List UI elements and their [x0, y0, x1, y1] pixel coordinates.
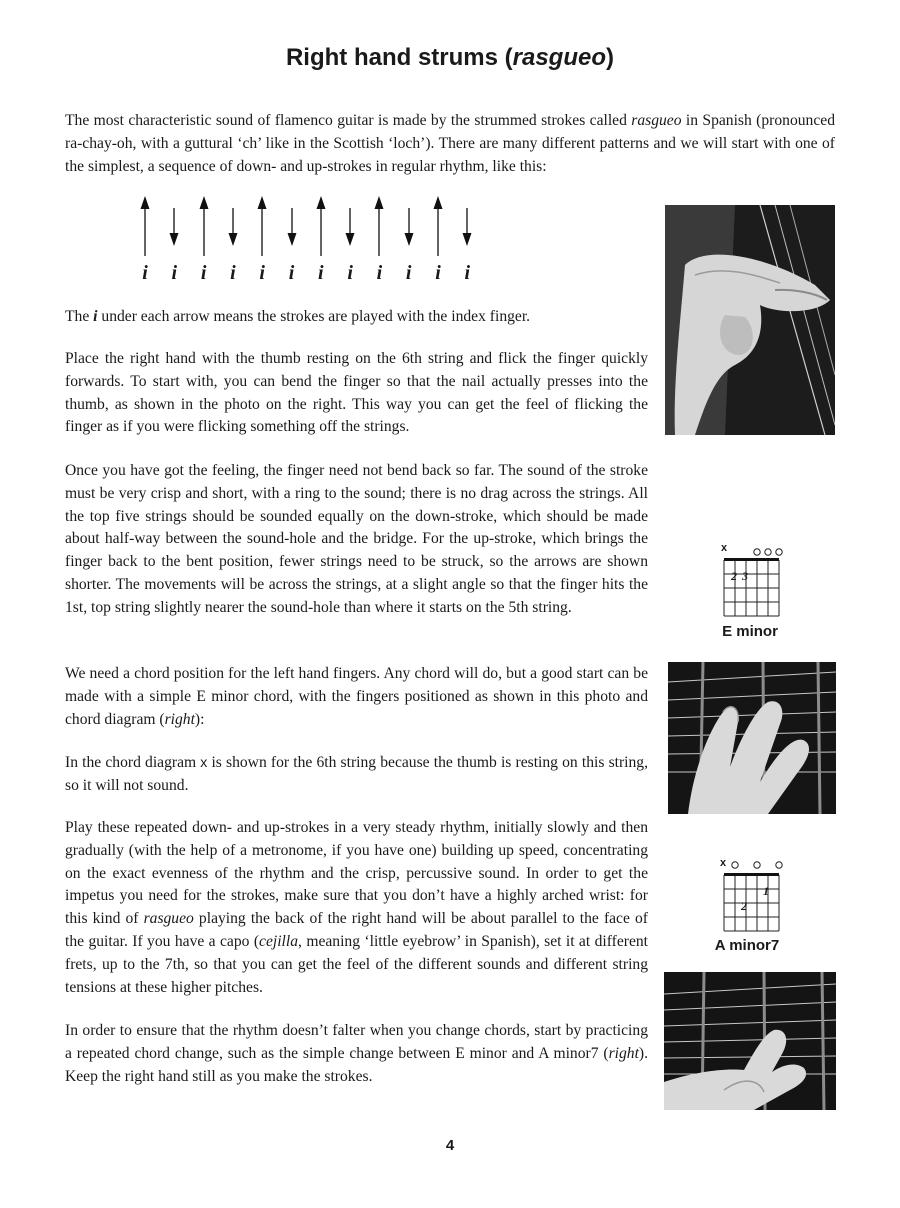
arrow-down-icon	[218, 194, 248, 260]
a-minor7-label: A minor7	[714, 937, 780, 954]
chord-change-paragraph: In order to ensure that the rhythm doesn’t falter when you change chords, start by practicing a repeated chord change, such as the simple change between E minor and A minor7 (right). Keep the right hand still as you make the strokes.	[65, 1022, 648, 1085]
arrow-up-icon	[423, 194, 453, 260]
hand-placement-paragraph: Place the right hand with the thumb resting on the 6th string and flick the finger quickly forwards. To start with, you can bend the finger so that the nail actually presses into the thumb, as shown in the photo on the right. This way you can get the feel of flicking the finger as if you were flicking something off the strings.	[65, 350, 648, 436]
index-finger-label: i	[347, 262, 353, 284]
index-finger-label: i	[259, 262, 265, 284]
arrow-up-icon	[364, 194, 394, 260]
arrow-up-icon	[247, 194, 277, 260]
right-hand-photo	[665, 205, 835, 435]
arrow-up-icon	[130, 194, 160, 260]
a-minor7-left-hand-photo	[664, 972, 836, 1110]
a-minor7-finger-2: 2	[741, 899, 747, 913]
a-minor7-chord-diagram	[716, 855, 786, 940]
page-title: Right hand strums (rasgueo)	[285, 44, 615, 71]
chord-position-paragraph: We need a chord position for the left hand fingers. Any chord will do, but a good start can be made with a simple E minor chord, with the fingers positioned as shown in this photo and chord diagram (right):	[65, 665, 648, 728]
e-minor-finger-2: 2	[731, 569, 737, 583]
arrow-down-icon	[335, 194, 365, 260]
index-finger-label: i	[171, 262, 178, 284]
e-minor-muted-marker: x	[721, 542, 728, 554]
index-finger-label: i	[464, 262, 471, 284]
index-finger-label: i	[435, 262, 441, 284]
arrow-down-icon	[452, 194, 482, 260]
index-finger-label: i	[318, 262, 324, 284]
e-minor-label: E minor	[722, 623, 778, 640]
index-finger-label: i	[142, 262, 148, 284]
arrow-down-icon	[394, 194, 424, 260]
arrow-up-icon	[189, 194, 219, 260]
arrow-down-icon	[277, 194, 307, 260]
arrow-up-icon	[306, 194, 336, 260]
stroke-technique-paragraph: Once you have got the feeling, the finger need not bend back so far. The sound of the stroke must be very crisp and short, with a ring to the sound; there is no drag across the strings. All the top five strings should be sounded equally on the down-stroke, which should be made about half-way between the sound-hole and the bridge. For the up-stroke, which brings the finger back to the bent position, fewer strings need to be struck, so the arrows are shown shorter. The movements will be across the strings, at a slight angle so that the finger hits the 1st, top string slightly nearer the sound-hole than where it starts on the 5th string.	[65, 462, 648, 616]
index-finger-label: i	[405, 262, 412, 284]
arrow-down-icon	[159, 194, 189, 260]
index-finger-label: i	[200, 262, 207, 284]
a-minor7-muted-marker: x	[720, 857, 727, 869]
intro-paragraph: The most characteristic sound of flamenco guitar is made by the strummed strokes called rasgueo in Spanish (pronounced ra-chay-oh, with a guttural ‘ch’ like in the Scottish ‘loch’). There are many different patterns and we will start with one of the simplest, a sequence of down- and up-strokes in regular rhythm, like this:	[65, 112, 835, 175]
e-minor-left-hand-photo	[668, 662, 836, 814]
index-finger-label: i	[230, 262, 236, 284]
e-minor-finger-3: 3	[742, 569, 748, 583]
e-minor-chord-diagram	[718, 542, 788, 625]
index-finger-note: The i under each arrow means the strokes are played with the index finger.	[65, 308, 531, 325]
page-number: 4	[445, 1137, 455, 1154]
chord-diagram-paragraph: In the chord diagram x is shown for the 6th string because the thumb is resting on this string, so it will not sound.	[65, 754, 649, 794]
index-finger-label: i	[376, 262, 383, 284]
practice-paragraph: Play these repeated down- and up-strokes in a very steady rhythm, initially slowly and then gradually (with the help of a metronome, if you have one) building up speed, concentrating on the exact evenness of the rhythm and the crisp, percussive sound. In order to get the impetus you need for the strokes, make sure that you don’t have a highly arched wrist: for this kind of rasgueo playing the back of the right hand will be about parallel to the face of the guitar. If you have a capo (cejilla, meaning ‘little eyebrow’ in Spanish), set it at different frets, up to the 7th, so that you can get the feel of the different sounds and different string tensions at these higher pitches.	[65, 819, 648, 996]
index-finger-label: i	[288, 262, 295, 284]
a-minor7-finger-1: 1	[763, 884, 769, 898]
